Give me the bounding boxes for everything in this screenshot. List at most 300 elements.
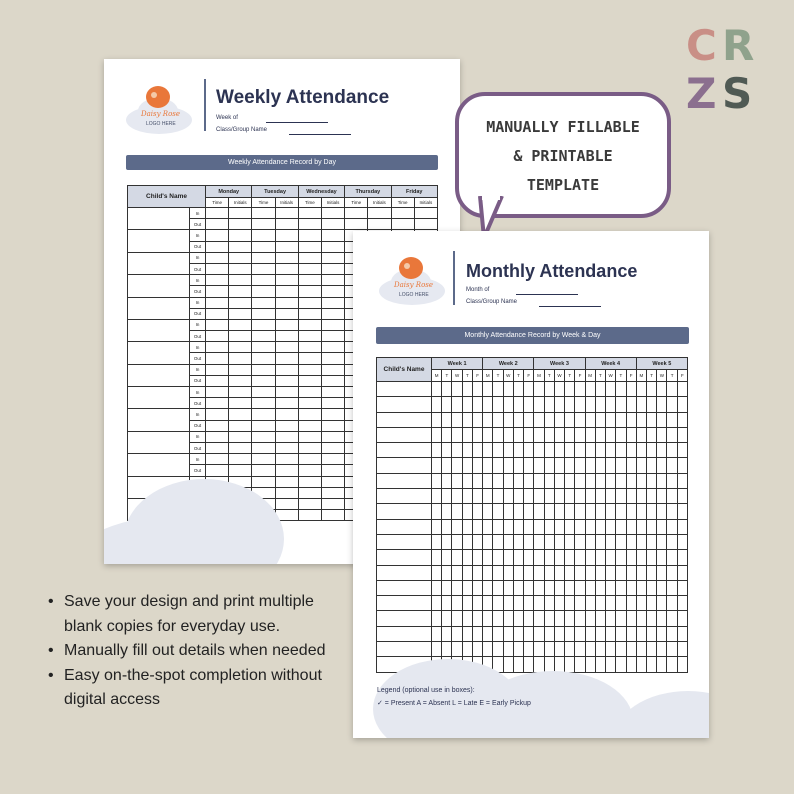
check-cell[interactable] [513, 596, 523, 611]
check-cell[interactable] [472, 611, 482, 626]
check-cell[interactable] [554, 657, 564, 672]
check-cell[interactable] [616, 642, 626, 657]
check-cell[interactable] [616, 565, 626, 580]
entry-cell[interactable] [206, 409, 229, 420]
check-cell[interactable] [432, 443, 442, 458]
check-cell[interactable] [606, 382, 616, 397]
check-cell[interactable] [585, 611, 595, 626]
entry-cell[interactable] [368, 219, 391, 230]
check-cell[interactable] [616, 412, 626, 427]
entry-cell[interactable] [298, 342, 321, 353]
check-cell[interactable] [524, 412, 534, 427]
check-cell[interactable] [442, 534, 452, 549]
check-cell[interactable] [677, 580, 687, 595]
check-cell[interactable] [554, 397, 564, 412]
check-cell[interactable] [667, 626, 677, 641]
check-cell[interactable] [432, 596, 442, 611]
check-cell[interactable] [452, 382, 462, 397]
check-cell[interactable] [493, 580, 503, 595]
check-cell[interactable] [606, 473, 616, 488]
check-cell[interactable] [626, 458, 636, 473]
check-cell[interactable] [565, 642, 575, 657]
child-name-cell[interactable] [128, 342, 190, 364]
check-cell[interactable] [646, 397, 656, 412]
child-name-cell[interactable] [128, 208, 190, 230]
entry-cell[interactable] [298, 431, 321, 442]
entry-cell[interactable] [252, 331, 275, 342]
entry-cell[interactable] [252, 364, 275, 375]
entry-cell[interactable] [252, 219, 275, 230]
check-cell[interactable] [636, 534, 646, 549]
check-cell[interactable] [534, 473, 544, 488]
check-cell[interactable] [667, 534, 677, 549]
entry-cell[interactable] [252, 431, 275, 442]
check-cell[interactable] [565, 565, 575, 580]
entry-cell[interactable] [252, 275, 275, 286]
check-cell[interactable] [534, 382, 544, 397]
check-cell[interactable] [534, 412, 544, 427]
check-cell[interactable] [616, 382, 626, 397]
check-cell[interactable] [646, 489, 656, 504]
check-cell[interactable] [595, 443, 605, 458]
check-cell[interactable] [657, 642, 667, 657]
check-cell[interactable] [565, 519, 575, 534]
entry-cell[interactable] [298, 498, 321, 509]
entry-cell[interactable] [206, 308, 229, 319]
entry-cell[interactable] [206, 398, 229, 409]
check-cell[interactable] [616, 397, 626, 412]
check-cell[interactable] [575, 412, 585, 427]
check-cell[interactable] [677, 565, 687, 580]
child-name-cell[interactable] [377, 626, 432, 641]
check-cell[interactable] [657, 489, 667, 504]
check-cell[interactable] [677, 550, 687, 565]
check-cell[interactable] [503, 596, 513, 611]
child-name-cell[interactable] [128, 431, 190, 453]
entry-cell[interactable] [368, 208, 391, 219]
check-cell[interactable] [595, 519, 605, 534]
entry-cell[interactable] [321, 208, 344, 219]
check-cell[interactable] [667, 596, 677, 611]
check-cell[interactable] [452, 458, 462, 473]
check-cell[interactable] [575, 397, 585, 412]
check-cell[interactable] [657, 443, 667, 458]
check-cell[interactable] [432, 397, 442, 412]
check-cell[interactable] [636, 657, 646, 672]
entry-cell[interactable] [252, 319, 275, 330]
check-cell[interactable] [544, 458, 554, 473]
entry-cell[interactable] [206, 342, 229, 353]
check-cell[interactable] [626, 550, 636, 565]
check-cell[interactable] [472, 534, 482, 549]
child-name-cell[interactable] [128, 387, 190, 409]
entry-cell[interactable] [229, 297, 252, 308]
month-of-field[interactable] [516, 294, 578, 295]
check-cell[interactable] [565, 458, 575, 473]
check-cell[interactable] [432, 458, 442, 473]
entry-cell[interactable] [206, 252, 229, 263]
check-cell[interactable] [626, 534, 636, 549]
check-cell[interactable] [677, 382, 687, 397]
check-cell[interactable] [432, 580, 442, 595]
check-cell[interactable] [524, 427, 534, 442]
check-cell[interactable] [626, 412, 636, 427]
week-of-field[interactable] [266, 122, 328, 123]
entry-cell[interactable] [298, 387, 321, 398]
check-cell[interactable] [544, 565, 554, 580]
entry-cell[interactable] [206, 364, 229, 375]
check-cell[interactable] [493, 397, 503, 412]
entry-cell[interactable] [252, 420, 275, 431]
check-cell[interactable] [513, 519, 523, 534]
check-cell[interactable] [626, 596, 636, 611]
entry-cell[interactable] [321, 319, 344, 330]
check-cell[interactable] [462, 642, 472, 657]
check-cell[interactable] [503, 458, 513, 473]
entry-cell[interactable] [275, 275, 298, 286]
check-cell[interactable] [646, 412, 656, 427]
check-cell[interactable] [534, 504, 544, 519]
check-cell[interactable] [657, 382, 667, 397]
check-cell[interactable] [565, 534, 575, 549]
check-cell[interactable] [606, 534, 616, 549]
check-cell[interactable] [483, 504, 493, 519]
check-cell[interactable] [595, 642, 605, 657]
child-name-cell[interactable] [128, 252, 190, 274]
check-cell[interactable] [575, 550, 585, 565]
entry-cell[interactable] [275, 308, 298, 319]
check-cell[interactable] [616, 626, 626, 641]
entry-cell[interactable] [321, 476, 344, 487]
check-cell[interactable] [462, 550, 472, 565]
entry-cell[interactable] [229, 241, 252, 252]
entry-cell[interactable] [229, 387, 252, 398]
entry-cell[interactable] [321, 364, 344, 375]
check-cell[interactable] [432, 642, 442, 657]
entry-cell[interactable] [321, 442, 344, 453]
check-cell[interactable] [534, 519, 544, 534]
check-cell[interactable] [513, 504, 523, 519]
check-cell[interactable] [595, 657, 605, 672]
entry-cell[interactable] [229, 263, 252, 274]
check-cell[interactable] [503, 565, 513, 580]
check-cell[interactable] [513, 534, 523, 549]
check-cell[interactable] [657, 534, 667, 549]
check-cell[interactable] [585, 596, 595, 611]
check-cell[interactable] [483, 626, 493, 641]
check-cell[interactable] [503, 504, 513, 519]
check-cell[interactable] [432, 473, 442, 488]
check-cell[interactable] [462, 489, 472, 504]
check-cell[interactable] [585, 534, 595, 549]
entry-cell[interactable] [229, 275, 252, 286]
check-cell[interactable] [483, 642, 493, 657]
entry-cell[interactable] [229, 409, 252, 420]
check-cell[interactable] [585, 397, 595, 412]
check-cell[interactable] [677, 611, 687, 626]
entry-cell[interactable] [275, 476, 298, 487]
child-name-cell[interactable] [377, 611, 432, 626]
check-cell[interactable] [606, 519, 616, 534]
entry-cell[interactable] [298, 275, 321, 286]
entry-cell[interactable] [229, 342, 252, 353]
check-cell[interactable] [472, 489, 482, 504]
check-cell[interactable] [493, 550, 503, 565]
entry-cell[interactable] [229, 308, 252, 319]
check-cell[interactable] [483, 489, 493, 504]
child-name-cell[interactable] [377, 427, 432, 442]
entry-cell[interactable] [252, 398, 275, 409]
check-cell[interactable] [524, 534, 534, 549]
check-cell[interactable] [575, 565, 585, 580]
child-name-cell[interactable] [128, 454, 190, 476]
entry-cell[interactable] [298, 398, 321, 409]
entry-cell[interactable] [275, 252, 298, 263]
check-cell[interactable] [513, 580, 523, 595]
check-cell[interactable] [575, 427, 585, 442]
check-cell[interactable] [483, 458, 493, 473]
check-cell[interactable] [667, 519, 677, 534]
check-cell[interactable] [657, 473, 667, 488]
entry-cell[interactable] [391, 219, 414, 230]
check-cell[interactable] [595, 382, 605, 397]
check-cell[interactable] [432, 611, 442, 626]
check-cell[interactable] [565, 489, 575, 504]
check-cell[interactable] [667, 580, 677, 595]
check-cell[interactable] [503, 550, 513, 565]
check-cell[interactable] [636, 519, 646, 534]
check-cell[interactable] [646, 427, 656, 442]
check-cell[interactable] [524, 611, 534, 626]
check-cell[interactable] [513, 382, 523, 397]
check-cell[interactable] [677, 489, 687, 504]
check-cell[interactable] [452, 443, 462, 458]
entry-cell[interactable] [321, 308, 344, 319]
check-cell[interactable] [646, 565, 656, 580]
check-cell[interactable] [636, 611, 646, 626]
check-cell[interactable] [462, 580, 472, 595]
check-cell[interactable] [616, 657, 626, 672]
check-cell[interactable] [554, 412, 564, 427]
check-cell[interactable] [575, 489, 585, 504]
check-cell[interactable] [493, 596, 503, 611]
check-cell[interactable] [595, 626, 605, 641]
entry-cell[interactable] [321, 454, 344, 465]
check-cell[interactable] [544, 443, 554, 458]
check-cell[interactable] [472, 580, 482, 595]
check-cell[interactable] [483, 565, 493, 580]
check-cell[interactable] [616, 473, 626, 488]
check-cell[interactable] [524, 397, 534, 412]
check-cell[interactable] [544, 397, 554, 412]
entry-cell[interactable] [275, 498, 298, 509]
entry-cell[interactable] [252, 308, 275, 319]
check-cell[interactable] [667, 473, 677, 488]
check-cell[interactable] [657, 427, 667, 442]
check-cell[interactable] [462, 611, 472, 626]
entry-cell[interactable] [275, 263, 298, 274]
check-cell[interactable] [524, 382, 534, 397]
entry-cell[interactable] [345, 219, 368, 230]
entry-cell[interactable] [229, 230, 252, 241]
check-cell[interactable] [565, 550, 575, 565]
entry-cell[interactable] [275, 465, 298, 476]
check-cell[interactable] [524, 657, 534, 672]
entry-cell[interactable] [321, 342, 344, 353]
entry-cell[interactable] [275, 219, 298, 230]
entry-cell[interactable] [321, 487, 344, 498]
check-cell[interactable] [667, 412, 677, 427]
check-cell[interactable] [462, 427, 472, 442]
entry-cell[interactable] [206, 465, 229, 476]
check-cell[interactable] [677, 443, 687, 458]
check-cell[interactable] [585, 382, 595, 397]
check-cell[interactable] [472, 504, 482, 519]
check-cell[interactable] [595, 611, 605, 626]
entry-cell[interactable] [252, 208, 275, 219]
check-cell[interactable] [595, 427, 605, 442]
check-cell[interactable] [524, 473, 534, 488]
entry-cell[interactable] [206, 297, 229, 308]
child-name-cell[interactable] [377, 580, 432, 595]
check-cell[interactable] [452, 412, 462, 427]
entry-cell[interactable] [321, 387, 344, 398]
check-cell[interactable] [616, 580, 626, 595]
check-cell[interactable] [534, 657, 544, 672]
check-cell[interactable] [575, 473, 585, 488]
check-cell[interactable] [493, 443, 503, 458]
check-cell[interactable] [595, 550, 605, 565]
check-cell[interactable] [636, 489, 646, 504]
check-cell[interactable] [432, 534, 442, 549]
check-cell[interactable] [646, 550, 656, 565]
check-cell[interactable] [646, 534, 656, 549]
entry-cell[interactable] [275, 241, 298, 252]
check-cell[interactable] [667, 458, 677, 473]
check-cell[interactable] [626, 382, 636, 397]
check-cell[interactable] [606, 550, 616, 565]
entry-cell[interactable] [414, 219, 437, 230]
check-cell[interactable] [646, 596, 656, 611]
check-cell[interactable] [636, 596, 646, 611]
check-cell[interactable] [626, 519, 636, 534]
check-cell[interactable] [585, 550, 595, 565]
check-cell[interactable] [442, 489, 452, 504]
check-cell[interactable] [554, 382, 564, 397]
check-cell[interactable] [432, 565, 442, 580]
entry-cell[interactable] [252, 286, 275, 297]
check-cell[interactable] [483, 596, 493, 611]
check-cell[interactable] [493, 458, 503, 473]
entry-cell[interactable] [298, 409, 321, 420]
check-cell[interactable] [472, 397, 482, 412]
check-cell[interactable] [534, 534, 544, 549]
check-cell[interactable] [606, 642, 616, 657]
check-cell[interactable] [534, 550, 544, 565]
entry-cell[interactable] [252, 353, 275, 364]
check-cell[interactable] [432, 519, 442, 534]
check-cell[interactable] [646, 626, 656, 641]
check-cell[interactable] [667, 550, 677, 565]
check-cell[interactable] [646, 642, 656, 657]
entry-cell[interactable] [229, 375, 252, 386]
check-cell[interactable] [585, 580, 595, 595]
check-cell[interactable] [462, 412, 472, 427]
check-cell[interactable] [483, 412, 493, 427]
entry-cell[interactable] [298, 230, 321, 241]
check-cell[interactable] [513, 657, 523, 672]
check-cell[interactable] [442, 382, 452, 397]
check-cell[interactable] [493, 412, 503, 427]
check-cell[interactable] [462, 504, 472, 519]
entry-cell[interactable] [321, 275, 344, 286]
check-cell[interactable] [524, 580, 534, 595]
check-cell[interactable] [544, 657, 554, 672]
check-cell[interactable] [472, 626, 482, 641]
check-cell[interactable] [462, 519, 472, 534]
check-cell[interactable] [493, 473, 503, 488]
entry-cell[interactable] [252, 442, 275, 453]
check-cell[interactable] [472, 519, 482, 534]
entry-cell[interactable] [252, 476, 275, 487]
entry-cell[interactable] [252, 465, 275, 476]
check-cell[interactable] [657, 412, 667, 427]
child-name-cell[interactable] [128, 364, 190, 386]
entry-cell[interactable] [298, 219, 321, 230]
check-cell[interactable] [472, 443, 482, 458]
child-name-cell[interactable] [377, 397, 432, 412]
child-name-cell[interactable] [377, 550, 432, 565]
entry-cell[interactable] [275, 442, 298, 453]
check-cell[interactable] [606, 657, 616, 672]
check-cell[interactable] [554, 473, 564, 488]
check-cell[interactable] [513, 611, 523, 626]
entry-cell[interactable] [229, 252, 252, 263]
entry-cell[interactable] [229, 454, 252, 465]
entry-cell[interactable] [252, 454, 275, 465]
check-cell[interactable] [524, 626, 534, 641]
check-cell[interactable] [452, 611, 462, 626]
check-cell[interactable] [554, 565, 564, 580]
check-cell[interactable] [575, 519, 585, 534]
check-cell[interactable] [534, 580, 544, 595]
check-cell[interactable] [544, 519, 554, 534]
entry-cell[interactable] [321, 252, 344, 263]
entry-cell[interactable] [321, 263, 344, 274]
check-cell[interactable] [677, 473, 687, 488]
check-cell[interactable] [626, 427, 636, 442]
entry-cell[interactable] [275, 230, 298, 241]
check-cell[interactable] [442, 504, 452, 519]
check-cell[interactable] [646, 611, 656, 626]
check-cell[interactable] [554, 642, 564, 657]
child-name-cell[interactable] [377, 412, 432, 427]
check-cell[interactable] [657, 519, 667, 534]
check-cell[interactable] [472, 642, 482, 657]
check-cell[interactable] [606, 611, 616, 626]
check-cell[interactable] [657, 657, 667, 672]
entry-cell[interactable] [298, 319, 321, 330]
entry-cell[interactable] [206, 420, 229, 431]
check-cell[interactable] [636, 626, 646, 641]
check-cell[interactable] [595, 596, 605, 611]
check-cell[interactable] [585, 489, 595, 504]
check-cell[interactable] [503, 626, 513, 641]
check-cell[interactable] [493, 534, 503, 549]
entry-cell[interactable] [275, 387, 298, 398]
check-cell[interactable] [472, 596, 482, 611]
check-cell[interactable] [534, 565, 544, 580]
